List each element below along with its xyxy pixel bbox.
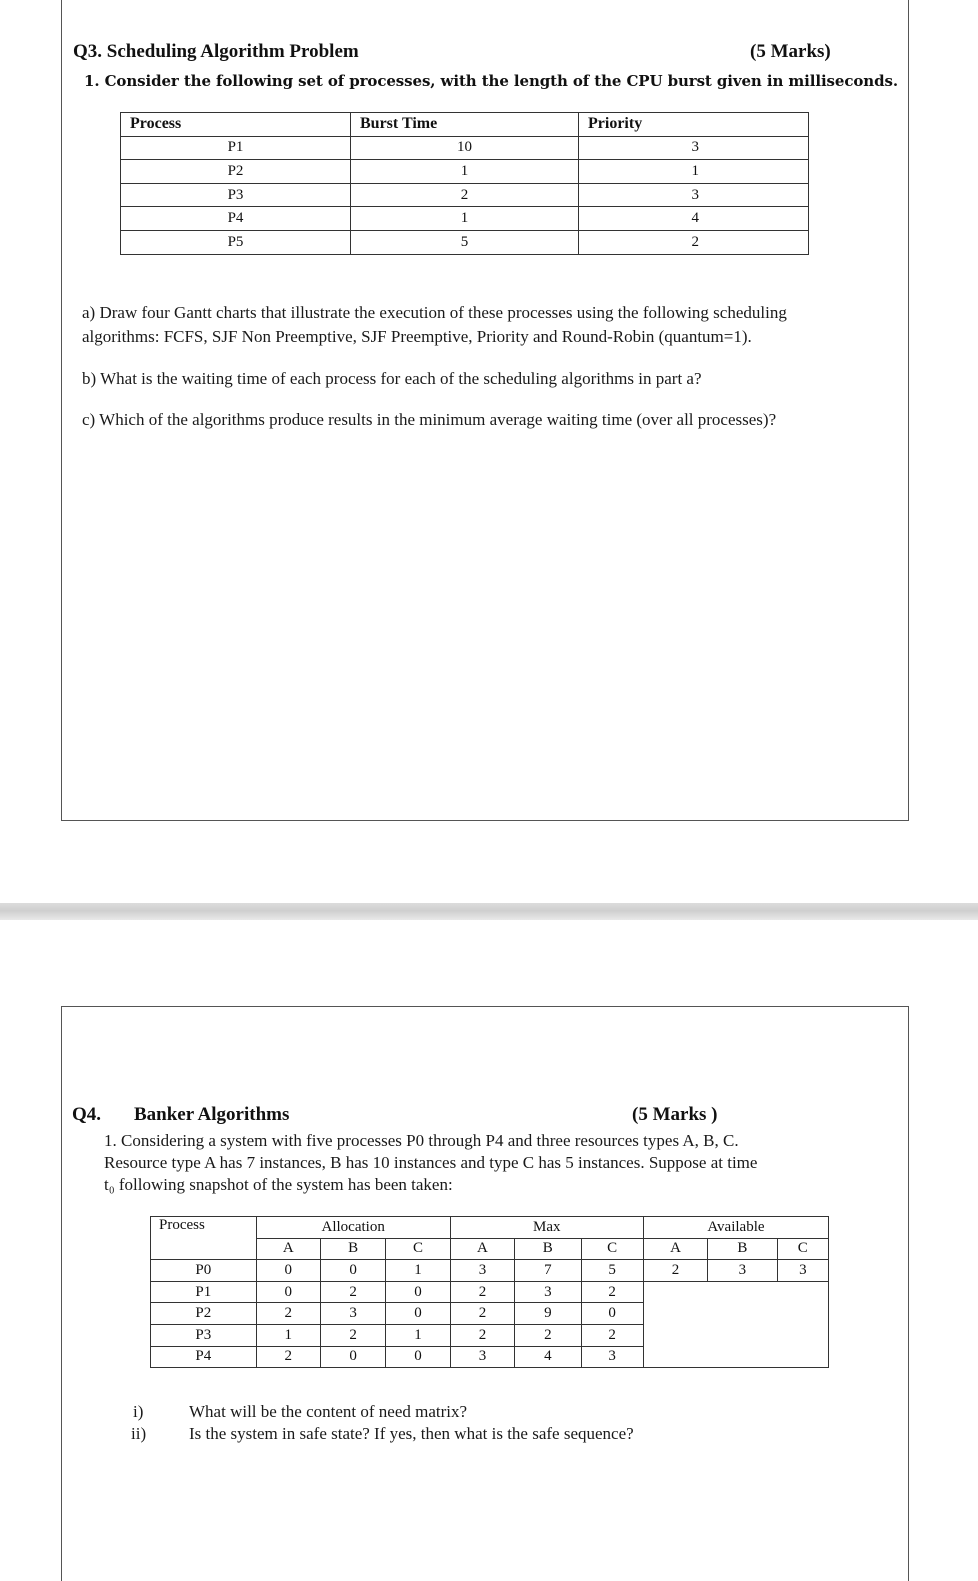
- alloc-c: 1: [386, 1260, 450, 1282]
- alloc-a: 2: [256, 1346, 320, 1368]
- q4-title: Banker Algorithms: [134, 1104, 290, 1125]
- header-process: Process: [121, 113, 351, 137]
- header-process: Process: [151, 1217, 257, 1260]
- q4-question-2-text: Is the system in safe state? If yes, then what is the safe sequence?: [189, 1424, 634, 1443]
- alloc-a: 0: [256, 1281, 320, 1303]
- available-a: 2: [643, 1260, 707, 1282]
- table-row: [121, 207, 809, 231]
- table-row: [121, 136, 809, 160]
- alloc-c: 0: [386, 1281, 450, 1303]
- alloc-b: 3: [320, 1303, 385, 1325]
- page-separator: [0, 903, 978, 920]
- priority: 3: [579, 183, 809, 207]
- alloc-a: 0: [256, 1260, 320, 1282]
- sub-header-alloc-b: B: [320, 1238, 385, 1260]
- max-b: 7: [515, 1260, 581, 1282]
- process-name: P1: [121, 136, 351, 160]
- burst-time: 1: [351, 160, 579, 184]
- process-name: P3: [121, 183, 351, 207]
- available-empty-area: [643, 1281, 828, 1367]
- process-name: P4: [121, 207, 351, 231]
- q3-title: Q3. Scheduling Algorithm Problem: [73, 41, 359, 62]
- alloc-b: 2: [320, 1324, 385, 1346]
- sub-header-max-b: B: [515, 1238, 581, 1260]
- q4-question-2-label: ii): [131, 1424, 147, 1443]
- q4-number: Q4.: [72, 1104, 102, 1125]
- max-b: 3: [515, 1281, 581, 1303]
- alloc-a: 2: [256, 1303, 320, 1325]
- q4-question-1-label: i): [133, 1402, 144, 1421]
- header-priority: Priority: [579, 113, 809, 137]
- table-row: [121, 160, 809, 184]
- available-b: 3: [708, 1260, 777, 1282]
- q4-intro-line2: Resource type A has 7 instances, B has 10 instances and type C has 5 instances. Suppose at time: [104, 1153, 758, 1172]
- sub-header-alloc-c: C: [386, 1238, 450, 1260]
- q3-intro: 1. Consider the following set of processes, with the length of the CPU burst given in milliseconds.: [84, 72, 898, 90]
- process-name: P1: [151, 1281, 257, 1303]
- header-available: Available: [643, 1217, 828, 1239]
- process-name: P5: [121, 230, 351, 254]
- q3-part-a-line2: algorithms: FCFS, SJF Non Preemptive, SJF Preemptive, Priority and Round-Robin (quantum=1).: [82, 327, 752, 346]
- max-b: 4: [515, 1346, 581, 1368]
- process-name: P2: [121, 160, 351, 184]
- alloc-a: 1: [256, 1324, 320, 1346]
- header-burst-time: Burst Time: [351, 113, 579, 137]
- priority: 2: [579, 230, 809, 254]
- max-b: 9: [515, 1303, 581, 1325]
- process-name: P4: [151, 1346, 257, 1368]
- max-a: 3: [450, 1346, 514, 1368]
- process-name: P2: [151, 1303, 257, 1325]
- process-name: P3: [151, 1324, 257, 1346]
- priority: 1: [579, 160, 809, 184]
- header-max: Max: [450, 1217, 643, 1239]
- banker-table: [150, 1216, 829, 1368]
- q4-intro-line3: t₀ following snapshot of the system has been taken:: [104, 1175, 453, 1194]
- table-row: [151, 1260, 829, 1282]
- alloc-b: 0: [320, 1260, 385, 1282]
- banker-group-header-row: [151, 1217, 829, 1239]
- priority: 3: [579, 136, 809, 160]
- burst-time: 10: [351, 136, 579, 160]
- sub-header-max-a: A: [450, 1238, 514, 1260]
- priority: 4: [579, 207, 809, 231]
- alloc-c: 0: [386, 1346, 450, 1368]
- max-c: 5: [581, 1260, 643, 1282]
- q4-question-1-text: What will be the content of need matrix?: [189, 1402, 468, 1421]
- max-c: 2: [581, 1281, 643, 1303]
- q4-marks: (5 Marks ): [632, 1104, 718, 1125]
- q3-part-c: c) Which of the algorithms produce results in the minimum average waiting time (over all processes)?: [82, 410, 777, 429]
- max-a: 2: [450, 1324, 514, 1346]
- burst-time: 5: [351, 230, 579, 254]
- sub-header-avail-b: B: [708, 1238, 777, 1260]
- max-a: 2: [450, 1303, 514, 1325]
- sub-header-avail-c: C: [777, 1238, 828, 1260]
- table-row: [151, 1281, 829, 1303]
- available-c: 3: [777, 1260, 828, 1282]
- q3-part-a-line1: a) Draw four Gantt charts that illustrate the execution of these processes using the following scheduling: [82, 303, 787, 322]
- alloc-b: 2: [320, 1281, 385, 1303]
- table-row: [121, 230, 809, 254]
- max-c: 3: [581, 1346, 643, 1368]
- burst-time: 1: [351, 207, 579, 231]
- sub-header-alloc-a: A: [256, 1238, 320, 1260]
- process-name: P0: [151, 1260, 257, 1282]
- table-row: [121, 183, 809, 207]
- sub-header-max-c: C: [581, 1238, 643, 1260]
- process-table-header: [121, 113, 809, 137]
- alloc-c: 1: [386, 1324, 450, 1346]
- alloc-c: 0: [386, 1303, 450, 1325]
- header-allocation: Allocation: [256, 1217, 450, 1239]
- max-a: 3: [450, 1260, 514, 1282]
- max-c: 0: [581, 1303, 643, 1325]
- alloc-b: 0: [320, 1346, 385, 1368]
- process-table: [120, 112, 809, 255]
- q3-part-b: b) What is the waiting time of each process for each of the scheduling algorithms in part a?: [82, 369, 702, 388]
- max-c: 2: [581, 1324, 643, 1346]
- q3-marks: (5 Marks): [750, 41, 831, 62]
- sub-header-avail-a: A: [643, 1238, 707, 1260]
- burst-time: 2: [351, 183, 579, 207]
- q4-intro-line1: 1. Considering a system with five processes P0 through P4 and three resources types A, B, C.: [104, 1131, 739, 1150]
- max-b: 2: [515, 1324, 581, 1346]
- max-a: 2: [450, 1281, 514, 1303]
